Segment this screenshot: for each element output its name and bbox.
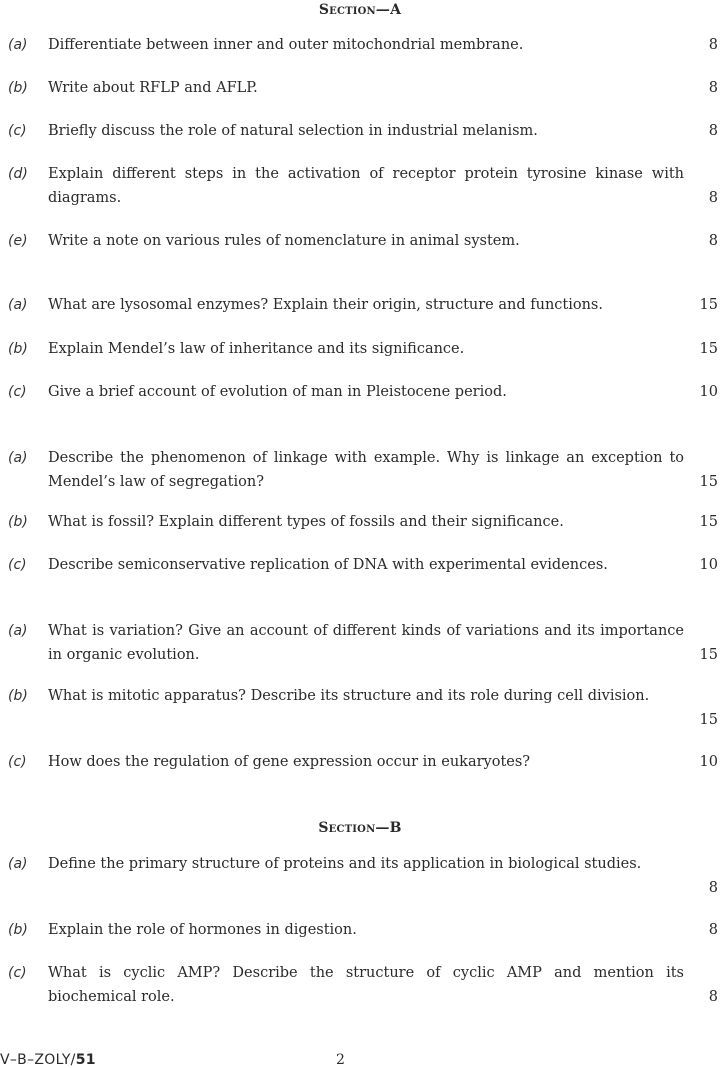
paper-code-prefix: V–B–ZOLY/ <box>0 1052 76 1068</box>
paper-code-number: 51 <box>75 1052 96 1068</box>
question-text: Define the primary structure of proteins and its application in biological studies. <box>48 856 642 872</box>
question-marks: 8 <box>708 37 718 53</box>
question-marks: 15 <box>699 712 718 728</box>
question-text: What is cyclic AMP? Describe the structure of cyclic AMP and mention its biochemical role. <box>48 965 684 1005</box>
question-marks: 8 <box>708 989 718 1005</box>
question-label: (c) <box>8 965 27 981</box>
question-marks: 10 <box>699 754 718 770</box>
question-marks: 10 <box>699 384 718 400</box>
question-text: Describe semiconservative replication of DNA with experimental evidences. <box>48 557 608 573</box>
question-label: (b) <box>8 341 28 357</box>
question-label: (a) <box>8 37 28 53</box>
paper-code <box>0 1052 96 1068</box>
question-label: (b) <box>8 80 28 96</box>
question-text: Give a brief account of evolution of man in Pleistocene period. <box>48 384 507 400</box>
question-text: Differentiate between inner and outer mitochondrial membrane. <box>48 37 524 53</box>
question-marks: 15 <box>699 341 718 357</box>
question-text: What are lysosomal enzymes? Explain their origin, structure and functions. <box>48 297 603 313</box>
section-b-heading: Section—B <box>318 820 402 836</box>
question-text: Explain the role of hormones in digestion. <box>48 922 357 938</box>
question-marks: 15 <box>699 474 718 490</box>
question-label: (c) <box>8 557 27 573</box>
question-text: How does the regulation of gene expression occur in eukaryotes? <box>48 754 531 770</box>
question-label: (d) <box>8 166 28 182</box>
question-text: What is variation? Give an account of different kinds of variations and its importance in organic evolution. <box>48 623 684 663</box>
question-label: (a) <box>8 450 28 466</box>
question-marks: 10 <box>699 557 718 573</box>
question-marks: 8 <box>708 922 718 938</box>
question-text: Describe the phenomenon of linkage with example. Why is linkage an exception to Mendel’s law of segregation? <box>48 450 684 490</box>
question-marks: 15 <box>699 647 718 663</box>
question-text: Explain Mendel’s law of inheritance and its significance. <box>48 341 465 357</box>
question-marks: 8 <box>708 80 718 96</box>
question-text: What is fossil? Explain different types of fossils and their significance. <box>48 514 564 530</box>
section-a-heading: Section—A <box>318 2 402 18</box>
question-text: Briefly discuss the role of natural selection in industrial melanism. <box>48 123 538 139</box>
question-marks: 8 <box>708 880 718 896</box>
question-marks: 15 <box>699 297 718 313</box>
question-text: What is mitotic apparatus? Describe its structure and its role during cell division. <box>48 688 650 704</box>
question-label: (a) <box>8 623 28 639</box>
question-text: Explain different steps in the activation of receptor protein tyrosine kinase with diagrams. <box>48 166 684 206</box>
page-number: 2 <box>336 1052 345 1068</box>
question-text: Write a note on various rules of nomenclature in animal system. <box>48 233 520 249</box>
question-marks: 8 <box>708 123 718 139</box>
question-label: (b) <box>8 922 28 938</box>
question-label: (b) <box>8 688 28 704</box>
question-marks: 8 <box>708 190 718 206</box>
question-marks: 15 <box>699 514 718 530</box>
question-marks: 8 <box>708 233 718 249</box>
question-label: (a) <box>8 297 28 313</box>
question-label: (c) <box>8 754 27 770</box>
question-label: (a) <box>8 856 28 872</box>
question-label: (c) <box>8 123 27 139</box>
question-label: (e) <box>8 233 28 249</box>
question-label: (b) <box>8 514 28 530</box>
question-text: Write about RFLP and AFLP. <box>48 80 258 96</box>
question-label: (c) <box>8 384 27 400</box>
